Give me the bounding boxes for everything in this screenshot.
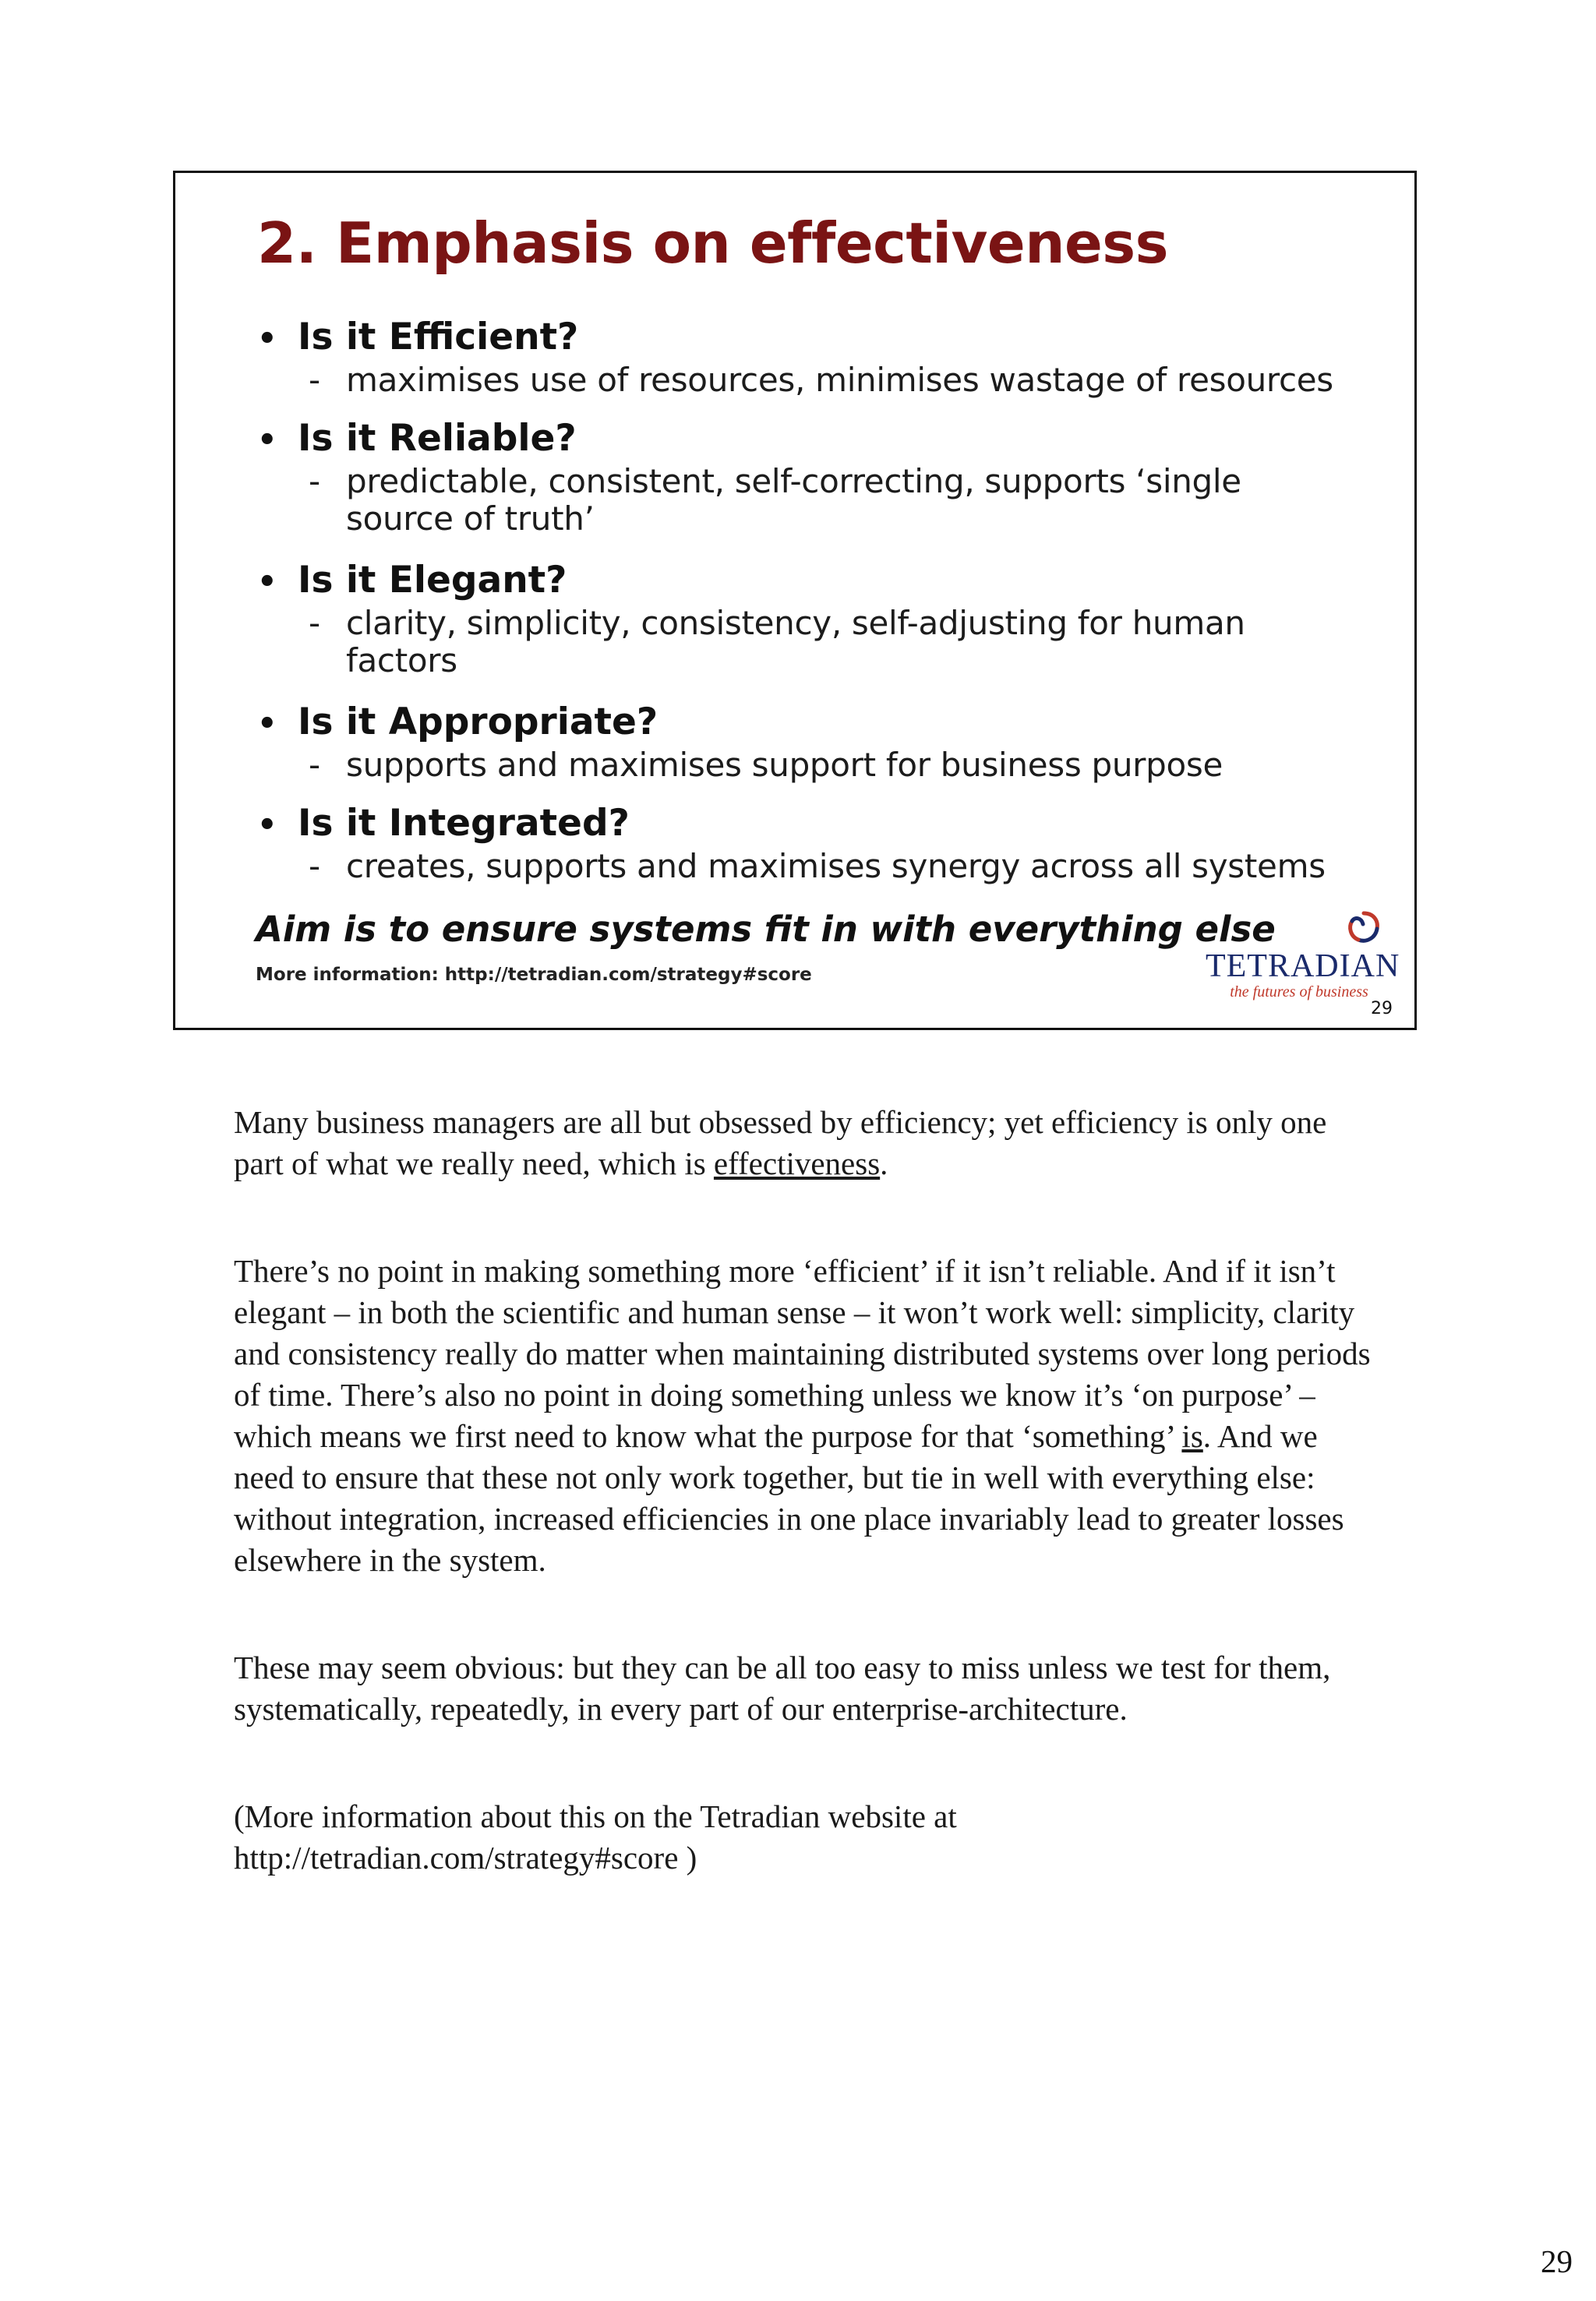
criterion-question: Is it Reliable? <box>298 417 577 460</box>
dash-glyph: - <box>309 361 321 399</box>
slide-frame <box>173 171 1417 1030</box>
criterion-appropriate <box>257 700 1395 784</box>
page-number: 29 <box>1541 2243 1573 2279</box>
bullet-icon: • <box>257 321 277 357</box>
bullet-icon: • <box>257 807 277 843</box>
criterion-elegant <box>257 558 1395 679</box>
dash-glyph: - <box>309 847 321 885</box>
criterion-detail: predictable, consistent, self-correcting, supports ‘single source of truth’ <box>346 462 1241 538</box>
notes-paragraph-3: These may seem obvious: but they can be all too easy to miss unless we test for them, systematically, repeatedly, in every part of our enterprise-architecture. <box>234 1650 1331 1727</box>
criterion-question: Is it Integrated? <box>298 802 630 845</box>
dash-glyph: - <box>309 746 321 784</box>
criterion-question: Is it Appropriate? <box>298 701 659 743</box>
criterion-integrated <box>257 801 1395 885</box>
criterion-question: Is it Efficient? <box>298 316 579 358</box>
slide-number: 29 <box>1371 999 1393 1018</box>
more-info-link[interactable]: More information: http://tetradian.com/strategy#score <box>256 965 812 985</box>
bullet-icon: • <box>257 422 277 458</box>
bullet-icon: • <box>257 706 277 742</box>
slide-title: 2. Emphasis on effectiveness <box>257 210 1169 276</box>
criterion-detail: clarity, simplicity, consistency, self-adjusting for human factors <box>346 604 1245 679</box>
criterion-reliable <box>257 416 1395 538</box>
bullet-icon: • <box>257 564 277 600</box>
criterion-detail: creates, supports and maximises synergy across all systems <box>346 847 1326 885</box>
underlined-word: effectiveness <box>713 1145 881 1181</box>
dash-glyph: - <box>309 462 321 500</box>
criterion-detail: maximises use of resources, minimises wastage of resources <box>346 361 1333 399</box>
notes-paragraph-2: There’s no point in making something more ‘efficient’ if it isn’t reliable. And if it isn’t elegant – in both the scientific and human sense – it won’t work well: simplicity, clarity and consistency really do matter when maintaining distributed systems over long periods of time. There’s also no point in doing something unless we know it’s ‘on purpose’ – which means we first need to know what the purpose for that ‘something’ is. And we need to ensure that these not only work together, but tie in well with everything else: without integration, increased efficiencies in one place invariably lead to greater losses elsewhere in the system. <box>234 1253 1371 1578</box>
underlined-word: is <box>1181 1418 1203 1454</box>
criterion-question: Is it Elegant? <box>298 559 567 602</box>
aim-statement: Aim is to ensure systems fit in with everything else <box>256 909 1276 950</box>
logo-tagline: the futures of business <box>1230 983 1368 1001</box>
tetradian-logo <box>1206 909 1400 1001</box>
notes-paragraph-4: (More information about this on the Tetradian website at http://tetradian.com/strategy#score ) <box>234 1798 957 1876</box>
notes-paragraph-1: Many business managers are all but obsessed by efficiency; yet efficiency is only one part of what we really need, which is effectiveness. <box>234 1104 1327 1181</box>
speaker-notes <box>234 1102 1372 1879</box>
logo-wordmark: TETRADIAN <box>1206 948 1400 984</box>
tetradian-swirl-icon <box>1344 909 1383 948</box>
dash-glyph: - <box>309 604 321 642</box>
criterion-efficient <box>257 315 1395 399</box>
criterion-detail: supports and maximises support for business purpose <box>346 746 1223 784</box>
